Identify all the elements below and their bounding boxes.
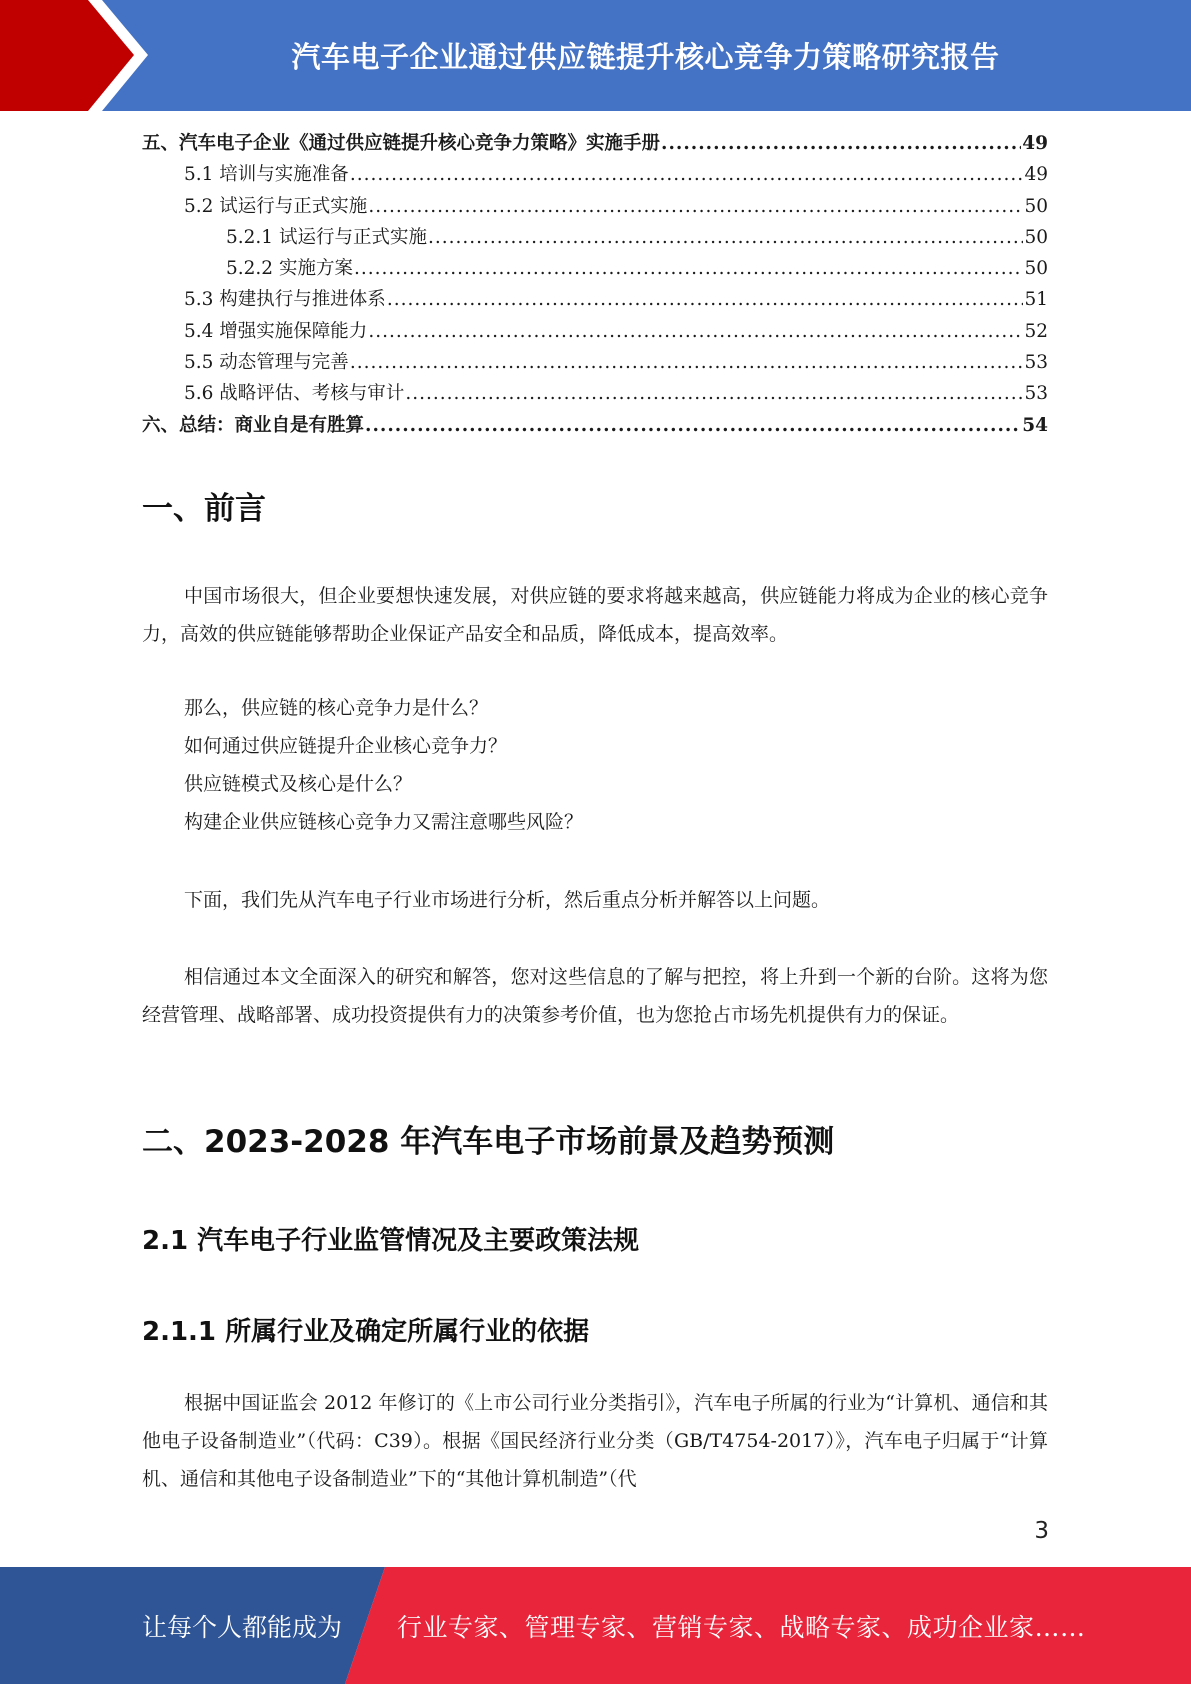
analysis-intro-paragraph: 下面，我们先从汽车电子行业市场进行分析，然后重点分析并解答以上问题。 <box>184 889 831 911</box>
toc-dot-leader <box>354 253 1024 284</box>
question-item: 那么，供应链的核心竞争力是什么？ <box>184 697 489 719</box>
table-of-contents <box>142 128 1048 441</box>
industry-classification-paragraph: 根据中国证监会 2012 年修订的《上市公司行业分类指引》，汽车电子所属的行业为“计算机、通信和其他电子设备制造业”（代码：C39）。根据《国民经济行业分类（GB/T4754-2017）》，汽车电子归属于“计算机、通信和其他电子设备制造业”下的“其他计算机制造”（代 <box>142 1392 1048 1490</box>
toc-entry-label: 5.3 构建执行与推进体系 <box>184 289 386 311</box>
toc-dot-leader <box>428 222 1023 253</box>
toc-entry[interactable] <box>142 284 1048 315</box>
toc-dot-leader <box>405 378 1023 409</box>
question-item: 如何通过供应链提升企业核心竞争力？ <box>184 735 508 757</box>
toc-dot-leader <box>661 128 1021 159</box>
section-heading-market-outlook: 二、2023-2028 年汽车电子市场前景及趋势预测 <box>142 1124 835 1160</box>
toc-entry-page: 53 <box>1024 383 1048 405</box>
toc-dot-leader <box>368 316 1023 347</box>
toc-entry-label: 五、汽车电子企业《通过供应链提升核心竞争力策略》实施手册 <box>142 133 661 154</box>
toc-entry[interactable] <box>142 128 1048 159</box>
toc-entry-page: 50 <box>1024 195 1048 217</box>
toc-entry-page: 49 <box>1024 164 1048 186</box>
toc-entry-label: 5.6 战略评估、考核与审计 <box>184 383 405 405</box>
toc-entry-label: 5.2.1 试运行与正式实施 <box>226 226 427 248</box>
toc-dot-leader <box>350 159 1024 190</box>
toc-entry-page: 53 <box>1024 352 1048 374</box>
toc-entry[interactable] <box>142 159 1048 190</box>
footer-slogan-left: 让每个人都能成为 <box>142 1612 343 1642</box>
toc-entry-page: 50 <box>1024 258 1048 280</box>
toc-entry-page: 52 <box>1024 320 1048 342</box>
toc-entry-page: 54 <box>1022 414 1048 436</box>
toc-entry-label: 六、总结：商业自是有胜算 <box>142 414 365 436</box>
chevron-arrow-icon <box>0 0 160 111</box>
toc-dot-leader <box>365 410 1021 441</box>
toc-dot-leader <box>368 191 1023 222</box>
toc-entry[interactable] <box>142 222 1048 253</box>
subsection-heading-regulation: 2.1 汽车电子行业监管情况及主要政策法规 <box>142 1226 640 1256</box>
toc-dot-leader <box>387 284 1024 315</box>
toc-entry[interactable] <box>142 347 1048 378</box>
toc-entry-page: 50 <box>1024 226 1048 248</box>
question-item: 供应链模式及核心是什么？ <box>184 773 413 795</box>
page-header <box>0 0 1191 111</box>
toc-entry[interactable] <box>142 410 1048 441</box>
report-title: 汽车电子企业通过供应链提升核心竞争力策略研究报告 <box>291 40 1000 74</box>
page-footer <box>0 1567 1191 1684</box>
toc-entry[interactable] <box>142 316 1048 347</box>
value-statement-paragraph: 相信通过本文全面深入的研究和解答，您对这些信息的了解与把控，将上升到一个新的台阶。这将为您经营管理、战略部署、成功投资提供有力的决策参考价值，也为您抢占市场先机提供有力的保证。 <box>142 966 1048 1026</box>
toc-entry-label: 5.5 动态管理与完善 <box>184 352 349 374</box>
toc-entry[interactable] <box>142 253 1048 284</box>
toc-entry-label: 5.4 增强实施保障能力 <box>184 320 368 342</box>
toc-entry-page: 51 <box>1024 289 1048 311</box>
preface-paragraph: 中国市场很大，但企业要想快速发展，对供应链的要求将越来越高，供应链能力将成为企业的核心竞争力，高效的供应链能够帮助企业保证产品安全和品质，降低成本，提高效率。 <box>142 585 1048 645</box>
toc-entry[interactable] <box>142 191 1048 222</box>
subsection-heading-industry-basis: 2.1.1 所属行业及确定所属行业的依据 <box>142 1317 590 1347</box>
footer-slogan-right: 行业专家、管理专家、营销专家、战略专家、成功企业家…… <box>397 1612 1086 1642</box>
toc-entry-page: 49 <box>1022 133 1048 154</box>
toc-dot-leader <box>350 347 1024 378</box>
toc-entry-label: 5.2 试运行与正式实施 <box>184 195 368 217</box>
section-heading-preface: 一、前言 <box>142 491 266 527</box>
page-number: 3 <box>1034 1518 1049 1544</box>
toc-entry[interactable] <box>142 378 1048 409</box>
toc-entry-label: 5.1 培训与实施准备 <box>184 164 349 186</box>
toc-entry-label: 5.2.2 实施方案 <box>226 258 353 280</box>
question-item: 构建企业供应链核心竞争力又需注意哪些风险？ <box>184 811 584 833</box>
